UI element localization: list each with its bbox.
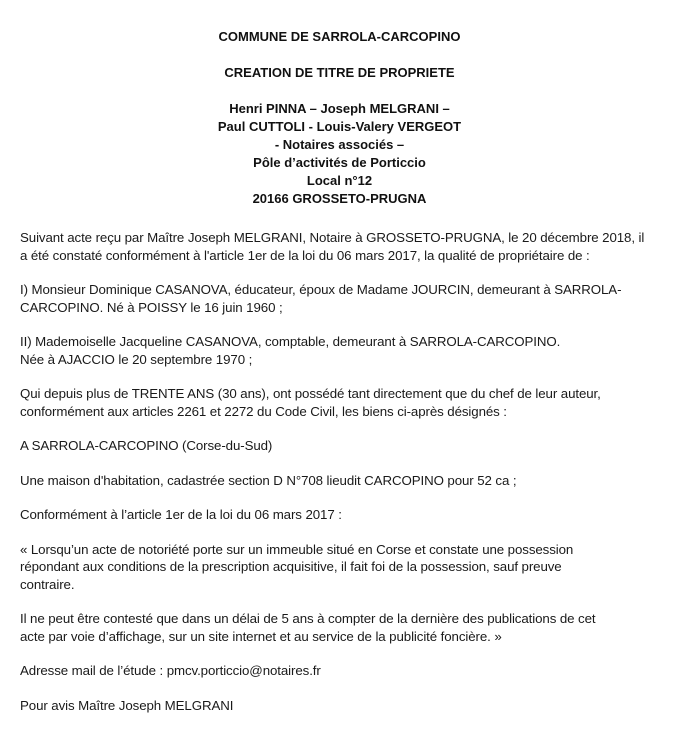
property-location: A SARROLA-CARCOPINO (Corse-du-Sud)	[20, 438, 273, 453]
owner-2-line-2: Née à AJACCIO le 20 septembre 1970 ;	[20, 351, 253, 367]
quote-1-line-2: répondant aux conditions de la prescription acquisitive, il fait foi de la possession, sauf preuve	[20, 559, 562, 574]
office-address-line-3: 20166 GROSSETO-PRUGNA	[252, 191, 427, 206]
quote-2-line-2: acte par voie d’affichage, sur un site internet et au service de la publicité foncière. »	[20, 628, 502, 644]
owner-1-line-2: CARCOPINO. Né à POISSY le 16 juin 1960 ;	[20, 299, 283, 315]
notaries-line-2: Paul CUTTOLI - Louis-Valery VERGEOT	[217, 119, 462, 134]
intro-line-2: a été constaté conformément à l'article 1er de la loi du 06 mars 2017, la qualité de propriétaire de :	[20, 247, 590, 263]
office-address-line-2: Local n°12	[306, 173, 373, 188]
possession-paragraph	[20, 385, 675, 420]
intro-line-1: Suivant acte reçu par Maître Joseph MELGRANI, Notaire à GROSSETO-PRUGNA, le 20 décembre 2018, il	[20, 230, 645, 245]
quote-1-line-3: contraire.	[20, 576, 75, 592]
notice-title: CREATION DE TITRE DE PROPRIETE	[224, 65, 455, 80]
signature: Pour avis Maître Joseph MELGRANI	[20, 697, 234, 713]
possession-line-1: Qui depuis plus de TRENTE ANS (30 ans), ont possédé tant directement que du chef de leur auteur,	[20, 386, 601, 401]
law-reference-paragraph	[20, 506, 675, 524]
location-paragraph	[20, 437, 675, 455]
quote-1-line-1: « Lorsqu’un acte de notoriété porte sur un immeuble situé en Corse et constate une possession	[20, 541, 574, 557]
quote-paragraph-2	[20, 610, 675, 645]
property-description: Une maison d'habitation, cadastrée section D N°708 lieudit CARCOPINO pour 52 ca ;	[20, 472, 517, 488]
quote-paragraph-1	[20, 541, 675, 594]
owner-1-paragraph	[20, 281, 675, 316]
owner-2-line-1: II) Mademoiselle Jacqueline CASANOVA, comptable, demeurant à SARROLA-CARCOPINO.	[20, 334, 561, 349]
quote-2-line-1: Il ne peut être contesté que dans un délai de 5 ans à compter de la dernière des publications de cet	[20, 611, 596, 626]
notaries-line-1: Henri PINNA – Joseph MELGRANI –	[229, 101, 450, 116]
intro-paragraph	[20, 229, 675, 264]
signature-paragraph	[20, 697, 675, 715]
notaries-line-3: - Notaires associés –	[274, 137, 405, 152]
owner-2-paragraph	[20, 333, 675, 368]
commune-title: COMMUNE DE SARROLA-CARCOPINO	[218, 29, 461, 44]
email-label: Adresse mail de l’étude :	[20, 663, 167, 678]
notice-header	[0, 28, 679, 208]
notice-body	[20, 229, 675, 731]
law-reference: Conformément à l’article 1er de la loi du 06 mars 2017 :	[20, 507, 342, 522]
owner-1-line-1: I) Monsieur Dominique CASANOVA, éducateur, époux de Madame JOURCIN, demeurant à SARROLA-	[20, 282, 622, 297]
possession-line-2: conformément aux articles 2261 et 2272 du Code Civil, les biens ci-après désignés :	[20, 403, 507, 419]
email-paragraph	[20, 662, 675, 680]
office-address-line-1: Pôle d’activités de Porticcio	[253, 155, 426, 170]
email-link[interactable]: pmcv.porticcio@notaires.fr	[166, 663, 321, 678]
property-paragraph	[20, 472, 675, 490]
